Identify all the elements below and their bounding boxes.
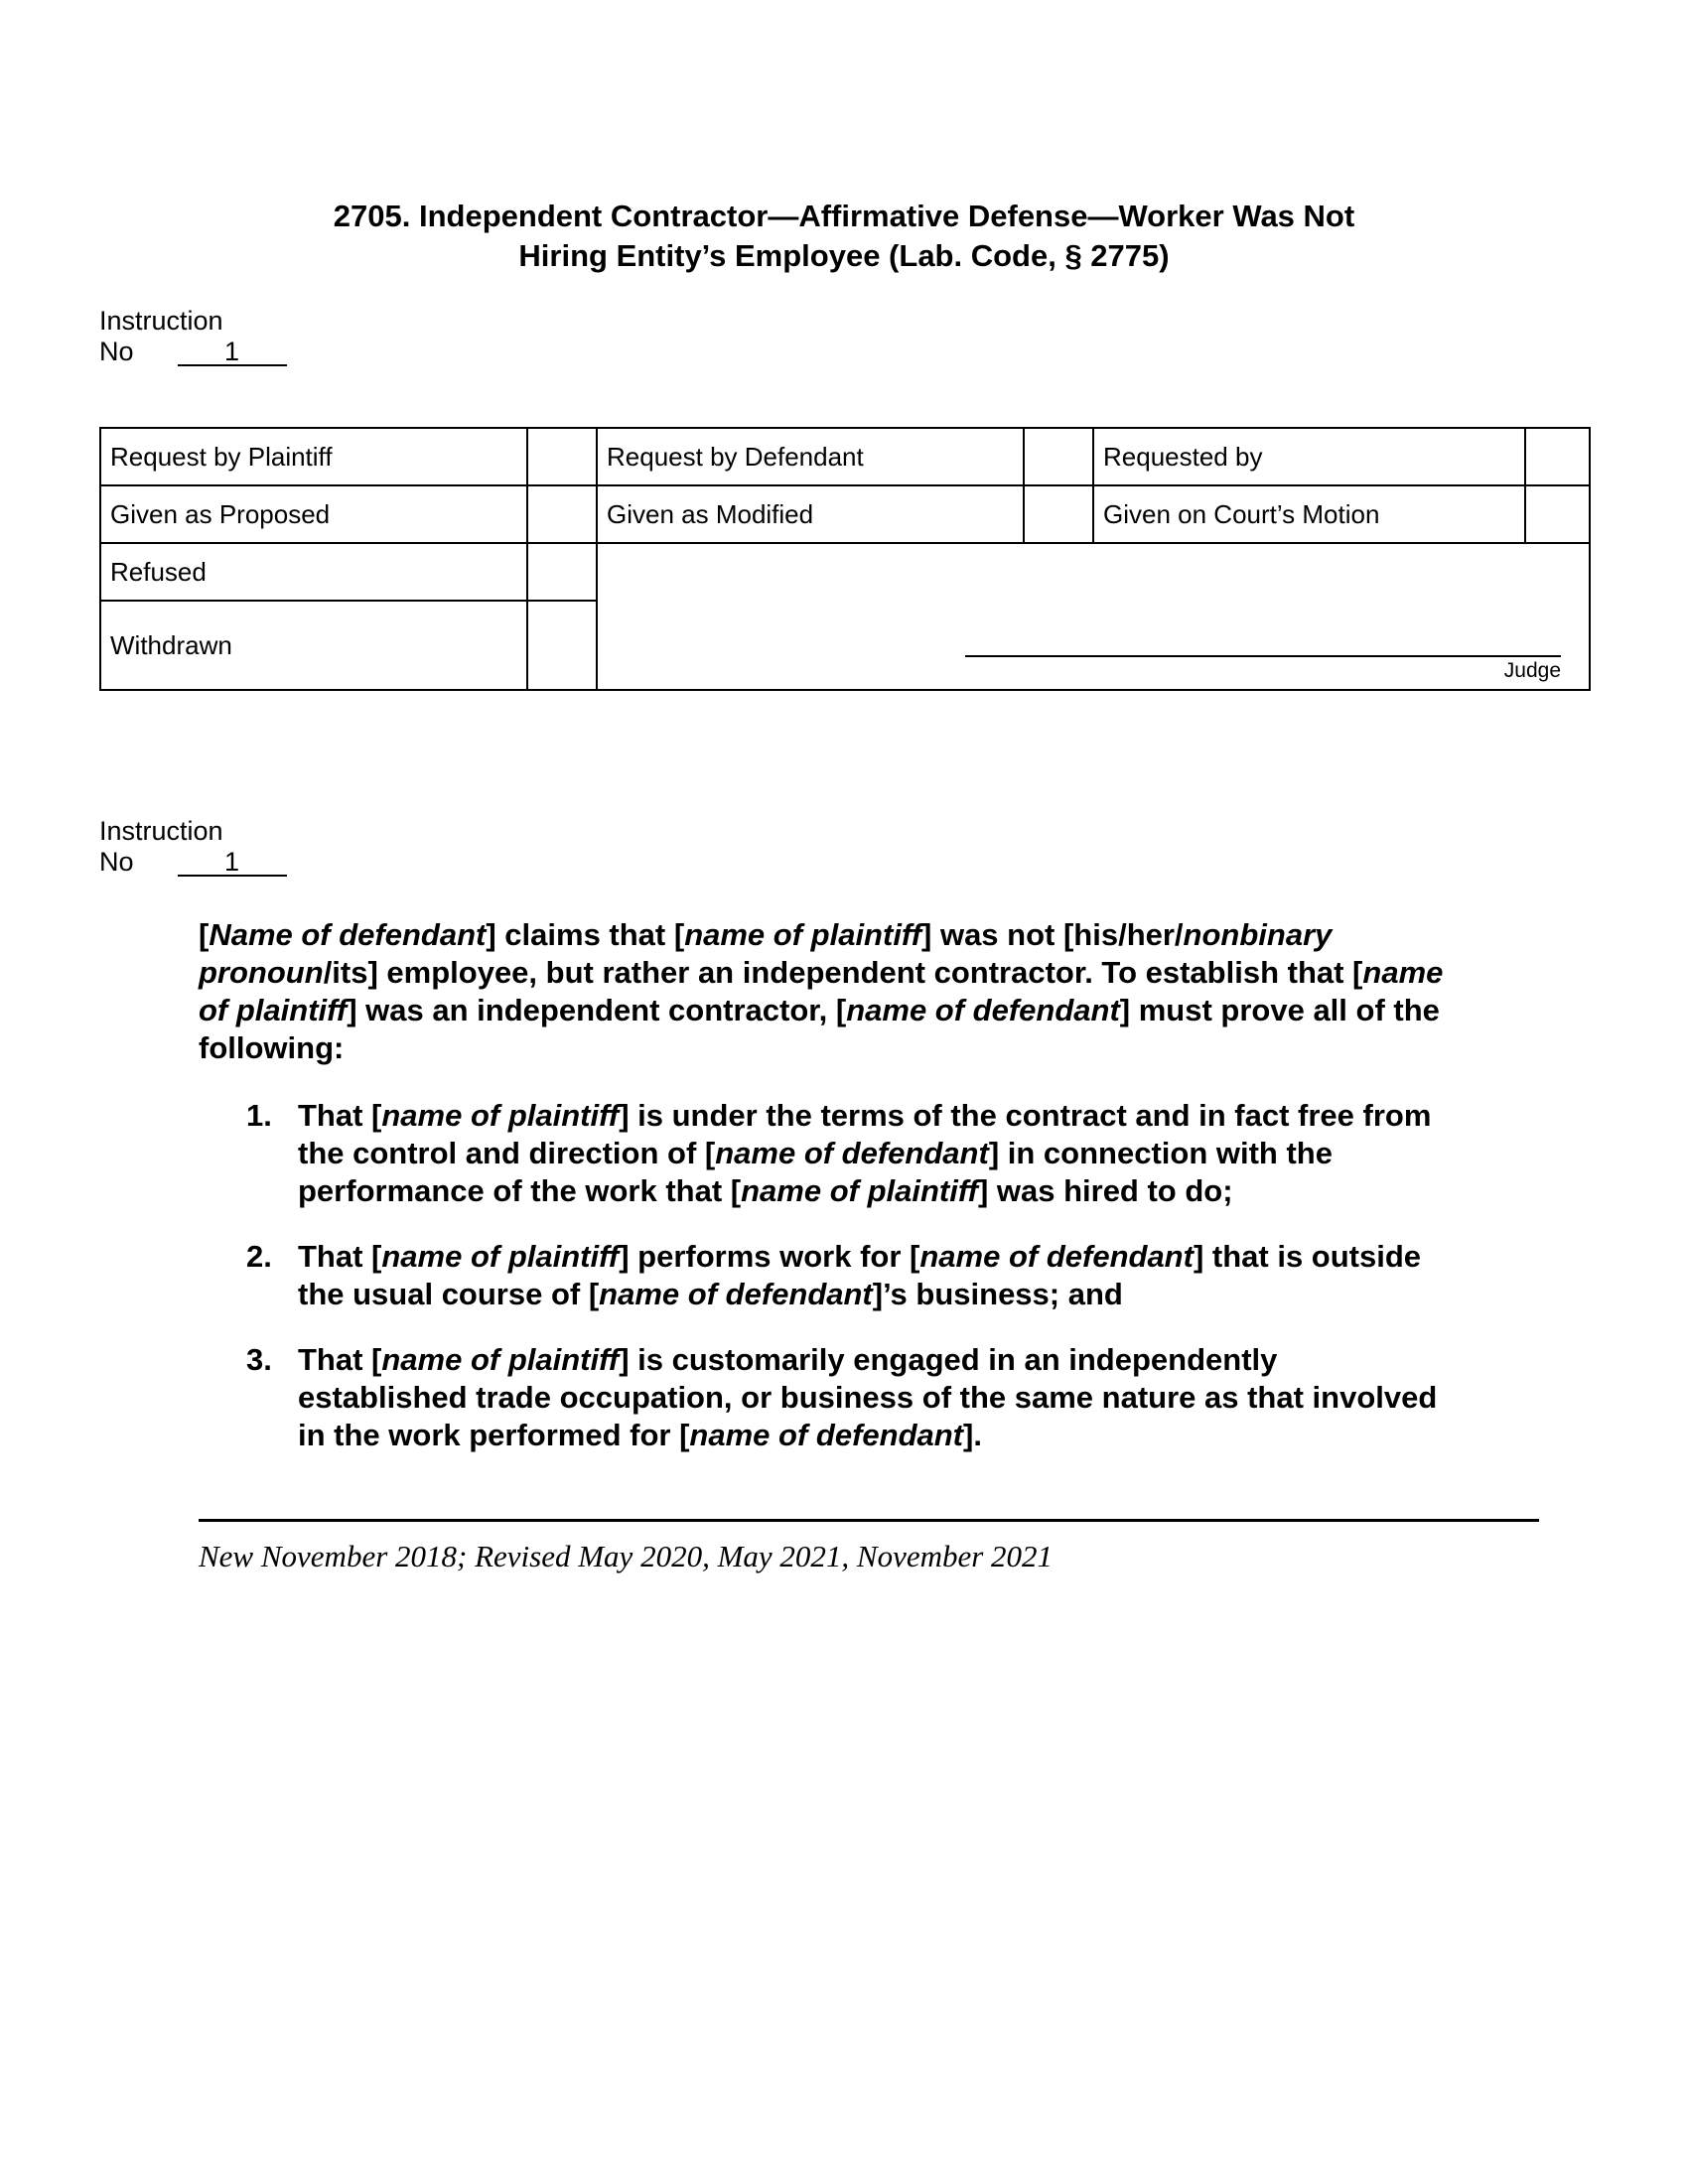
refused-label: Refused [100, 543, 527, 601]
no-label: No [99, 337, 134, 366]
instruction-number-bottom [99, 816, 287, 878]
withdrawn-label: Withdrawn [100, 601, 527, 690]
revision-history: New November 2018; Revised May 2020, May 2021, November 2021 [199, 1539, 1054, 1573]
given-as-modified-checkbox[interactable] [1024, 485, 1093, 543]
instruction-number-field[interactable]: 1 [178, 850, 287, 877]
requested-by-checkbox[interactable] [1525, 428, 1590, 485]
divider [199, 1519, 1539, 1522]
request-by-defendant-label: Request by Defendant [597, 428, 1024, 485]
instruction-body [199, 916, 1450, 1482]
elements-list [199, 1097, 1450, 1454]
instruction-number-top [99, 306, 287, 367]
judge-signature-line[interactable] [965, 655, 1561, 657]
list-item: 1. That [name of plaintiff] is under the terms of the contract and in fact free from the control and direction of [name of defendant] in connection with the performance of the work that [name of plaintiff] was hired to do; [246, 1098, 1432, 1208]
judge-label: Judge [1503, 659, 1561, 682]
withdrawn-checkbox[interactable] [527, 601, 597, 690]
given-as-proposed-checkbox[interactable] [527, 485, 597, 543]
instruction-label: Instruction [99, 306, 223, 336]
given-as-modified-label: Given as Modified [597, 485, 1024, 543]
request-by-plaintiff-label: Request by Plaintiff [100, 428, 527, 485]
title-line-1: 2705. Independent Contractor—Affirmative Defense—Worker Was Not [333, 199, 1355, 233]
list-item: 3. That [name of plaintiff] is customarily engaged in an independently established trade occupation, or business of the same nature as that involved in the work performed for [name of defendant]. [246, 1342, 1438, 1452]
instruction-number-field[interactable]: 1 [178, 340, 287, 366]
refused-checkbox[interactable] [527, 543, 597, 601]
judge-signature-area [597, 543, 1590, 690]
instruction-label: Instruction [99, 816, 223, 846]
no-label: No [99, 847, 134, 877]
title-line-2: Hiring Entity’s Employee (Lab. Code, § 2775) [518, 238, 1170, 273]
instruction-title [0, 197, 1688, 276]
list-item: 2. That [name of plaintiff] performs work for [name of defendant] that is outside the usual course of [name of defendant]’s business; and [246, 1239, 1422, 1311]
request-by-defendant-checkbox[interactable] [1024, 428, 1093, 485]
intro-paragraph: [Name of defendant] claims that [name of plaintiff] was not [his/her/nonbinary pronoun/its] employee, but rather an independent contractor. To establish that [name of plaintiff] was an independent contractor, [name of defendant] must prove all of the following: [199, 917, 1444, 1065]
given-on-courts-motion-label: Given on Court’s Motion [1093, 485, 1525, 543]
requested-by-label: Requested by [1093, 428, 1525, 485]
request-by-plaintiff-checkbox[interactable] [527, 428, 597, 485]
request-table [99, 427, 1591, 691]
given-on-courts-motion-checkbox[interactable] [1525, 485, 1590, 543]
given-as-proposed-label: Given as Proposed [100, 485, 527, 543]
